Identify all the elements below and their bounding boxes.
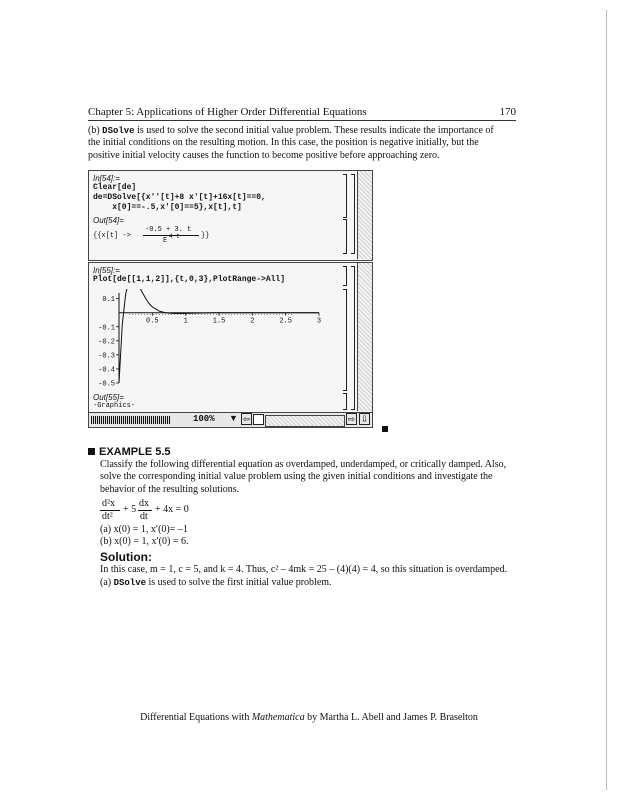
example-text: Classify the following differential equation as overdamped, underdamped, or critically damped. Also, solve the corresponding initial value problem using the given initial conditions and investigate the behavior of the resulting solutions. — [100, 459, 507, 495]
page-footer: Differential Equations with Mathematica by Martha L. Abell and James P. Braselton — [140, 712, 478, 723]
output-result-54: {{x[t] -> -0.5 + 3. t E 4 t }} — [93, 226, 210, 245]
x-tick-label: 2.5 — [279, 317, 292, 326]
running-header — [88, 106, 516, 118]
series-line — [119, 289, 322, 383]
x-tick-label: 1 — [183, 317, 188, 326]
cell-bracket[interactable] — [343, 266, 347, 286]
scroll-right-icon[interactable]: ⇨ — [347, 414, 356, 424]
chapter-title: Chapter 5: Applications of Higher Order Differential Equations — [88, 106, 367, 118]
intro-line-2: the initial conditions on the resulting motion. In this case, the position is negative initially, but the — [88, 137, 479, 149]
condition-b: (b) x(0) = 1, x′(0) = 6. — [100, 536, 189, 548]
scroll-thumb[interactable] — [253, 414, 264, 425]
intro-line-1: (b) DSolve is used to solve the second initial value problem. These results indicate the importance of — [88, 125, 494, 136]
code-word: DSolve — [102, 126, 135, 136]
x-tick-label: 3 — [316, 317, 322, 326]
output-label-55: Out[55]= — [93, 393, 124, 402]
x-tick-label: 2 — [250, 317, 255, 326]
differential-equation: d²x dt² + 5 dx dt + 4x = 0 — [102, 497, 189, 522]
end-of-solution-mark — [382, 426, 388, 432]
group-bracket[interactable] — [351, 266, 355, 410]
intro-paragraph — [88, 125, 528, 162]
input-label-55: In[55]:= — [93, 266, 120, 275]
y-tick-label: -0.1 — [98, 324, 115, 333]
page-number: 170 — [499, 106, 516, 118]
status-bar — [89, 412, 372, 427]
y-tick-label: 0.1 — [102, 296, 115, 305]
example-heading: EXAMPLE 5.5 — [88, 446, 538, 458]
scroll-left-icon[interactable]: ⇦ — [242, 414, 251, 424]
input-code-55[interactable]: Plot[de[[1,1,2]],{t,0,3},PlotRange->All] — [93, 275, 286, 284]
result-denominator: E — [163, 237, 168, 245]
input-code-54-line1[interactable]: Clear[de] — [93, 183, 137, 192]
intro-line-3: positive initial velocity causes the function to become positive before approaching zero. — [88, 149, 440, 161]
cell-bracket[interactable] — [343, 219, 347, 254]
scroll-down-icon[interactable]: ⇩ — [360, 414, 369, 424]
y-tick-label: -0.2 — [98, 338, 115, 347]
initial-conditions — [88, 524, 538, 549]
notebook-cell-55 — [88, 262, 373, 428]
notebook-cell-54 — [88, 170, 373, 261]
x-tick-label: 0.5 — [146, 317, 159, 326]
solution-heading: Solution: — [100, 550, 152, 565]
graphics-output: -Graphics- — [93, 402, 136, 410]
scrollbar[interactable] — [357, 263, 372, 411]
cell-bracket[interactable] — [343, 393, 347, 410]
result-numerator: -0.5 + 3. t — [145, 226, 192, 234]
heading-bullet — [88, 448, 95, 455]
input-code-54-line3[interactable]: x[0]==-.5,x'[0]==5},x[t],t] — [93, 203, 242, 212]
header-rule — [88, 120, 516, 121]
input-code-54-line2[interactable]: de=DSolve[{x''[t]+8 x'[t]+16x[t]==0, — [93, 193, 266, 202]
solution-text: In this case, m = 1, c = 5, and k = 4. Thus, c² – 4mk = 25 – (4)(4) = 4, so this situation is overdamped. (a) DSolve is used to solve the first initial value problem. — [100, 564, 508, 588]
example-5-5 — [88, 446, 538, 589]
result-exponent: 4 t — [169, 233, 180, 240]
horizontal-scroll-track[interactable] — [265, 415, 345, 427]
page-edge-line — [606, 10, 607, 790]
x-tick-label: 1.5 — [212, 317, 226, 326]
y-tick-label: -0.3 — [98, 352, 115, 361]
plot-graphic — [93, 289, 333, 389]
group-bracket[interactable] — [351, 174, 355, 254]
cell-bracket[interactable] — [343, 289, 347, 391]
output-label-54: Out[54]= — [93, 216, 124, 225]
y-tick-label: -0.4 — [98, 366, 115, 375]
zoom-dropdown-icon[interactable]: ▼ — [229, 413, 238, 423]
input-label-54: In[54]:= — [93, 174, 120, 183]
progress-bar — [91, 416, 171, 424]
cell-bracket[interactable] — [343, 174, 347, 218]
y-tick-label: -0.5 — [98, 380, 115, 389]
scrollbar[interactable] — [357, 171, 372, 259]
zoom-level[interactable]: 100% — [193, 414, 215, 424]
condition-a: (a) x(0) = 1, x′(0)= –1 — [100, 523, 188, 535]
